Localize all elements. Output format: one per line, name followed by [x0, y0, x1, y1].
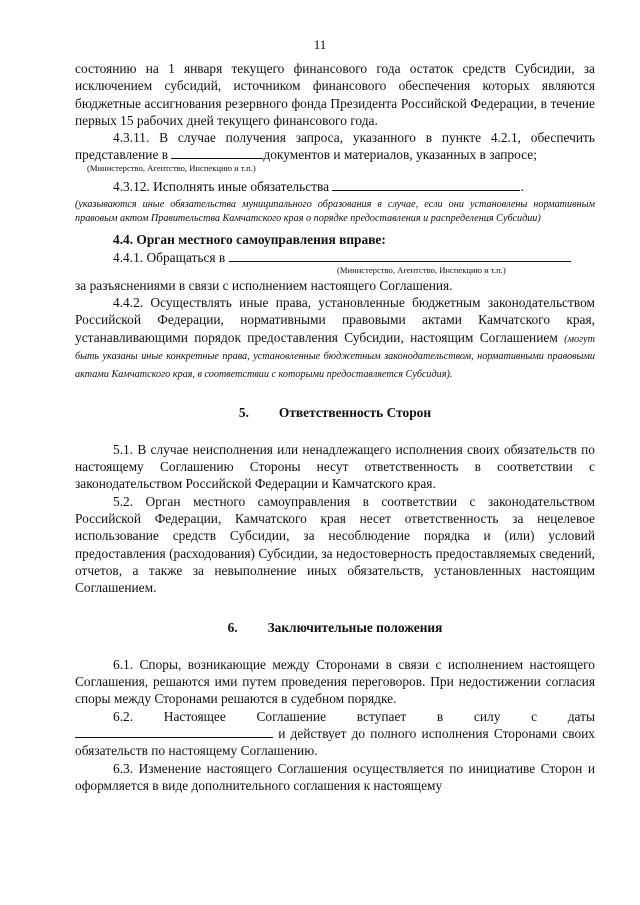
paragraph-4-4-2-text: 4.4.2. Осуществлять иные права, установленные бюджетным законодательством Российской Федерации, нормативными правовыми актами Камчатского края, устанавливающими порядок предоставления Субсидии, настоящим Соглашением: [75, 295, 595, 345]
section-6-title: Заключительные положения: [267, 619, 443, 635]
paragraph-4-3-10-end: состоянию на 1 января текущего финансового года остаток средств Субсидии, за исключением субсидий, источником финансового обеспечения которых являются бюджетные ассигнования резервного фонда Президента Российской Федерации, в течение первых 15 рабочих дней текущего финансового года.: [75, 61, 595, 128]
section-5-title: Ответственность Сторон: [278, 404, 432, 420]
blank-field: [332, 179, 520, 191]
document-body: [75, 60, 595, 794]
paragraph-6-3: 6.3. Изменение настоящего Соглашения осуществляется по инициативе Сторон и оформляется в виде дополнительного соглашения к настоящему: [75, 760, 595, 793]
blank-date-field: [75, 726, 273, 738]
paragraph-4-3-11-text-end: документов и материалов, указанных в запросе;: [263, 147, 537, 163]
note-other-obligations: (указываются иные обязательства муниципального образования в случае, если они установлены нормативным правовым актом Правительства Камчатского края о порядке предоставления и распределения Субсидии): [75, 199, 595, 224]
section-6-heading: [75, 619, 595, 636]
section-5-heading: [75, 404, 595, 421]
paragraph-4-3-11: [75, 129, 595, 164]
paragraph-6-2-rest: [75, 725, 595, 760]
paragraph-4-4-1-text: 4.4.1. Обращаться в: [113, 249, 226, 265]
page-number: 11: [313, 37, 327, 52]
note-ministry-2: (Министерство, Агентство, Инспекцию и т.п.): [337, 264, 506, 275]
paragraph-6-1: 6.1. Споры, возникающие между Сторонами в связи с исполнением настоящего Соглашения, решаются ими путем проведения переговоров. При недостижении согласия споры между Сторонами решаются в судебном порядке.: [75, 656, 595, 707]
note-ministry: (Министерство, Агентство, Инспекцию и т.п.): [87, 162, 256, 173]
section-5-number: 5.: [238, 404, 249, 420]
blank-field: [171, 147, 263, 159]
section-6-number: 6.: [227, 619, 238, 635]
heading-4-4: 4.4. Орган местного самоуправления вправе:: [113, 232, 386, 248]
period: .: [520, 178, 524, 194]
paragraph-4-3-12-text: 4.3.12. Исполнять иные обязательства: [113, 178, 330, 194]
blank-field: [229, 250, 571, 262]
paragraph-4-4-1: [75, 249, 595, 266]
paragraph-4-3-11-text: 4.3.11. В случае получения запроса, указанного в пункте 4.2.1, обеспечить представление в: [75, 130, 595, 163]
paragraph-4-3-12: [75, 178, 595, 195]
paragraph-4-4-1-end: за разъяснениями в связи с исполнением настоящего Соглашения.: [75, 277, 453, 293]
paragraph-6-2-text: и действует до полного исполнения Сторонами своих обязательств по настоящему Соглашению.: [75, 725, 595, 759]
paragraph-4-4-2-note: (могут быть указаны иные конкретные права, установленные бюджетным законодательством, нормативными правовыми актами Камчатского края, в соответствии с которыми предоставляется Субсидия).: [75, 333, 595, 380]
paragraph-5-1: 5.1. В случае неисполнения или ненадлежащего исполнения своих обязательств по настоящему Соглашению Стороны несут ответственность в соответствии с законодательством Российской Федерации и Камчатского края.: [75, 441, 595, 492]
paragraph-4-4-2: [75, 294, 595, 381]
paragraph-5-2: 5.2. Орган местного самоуправления в соответствии с законодательством Российской Федерации, Камчатского края несет ответственность за нецелевое использование средств Субсидии, за несоблюдение порядка и (или) условий предоставления (расходования) Субсидии, за недостоверность предоставляемых сведений, отчетов, а также за невыполнение иных обязательств, установленных настоящим Соглашением.: [75, 493, 595, 596]
paragraph-6-2-line1: 6.2. Настоящее Соглашение вступает в силу с даты: [113, 708, 595, 724]
